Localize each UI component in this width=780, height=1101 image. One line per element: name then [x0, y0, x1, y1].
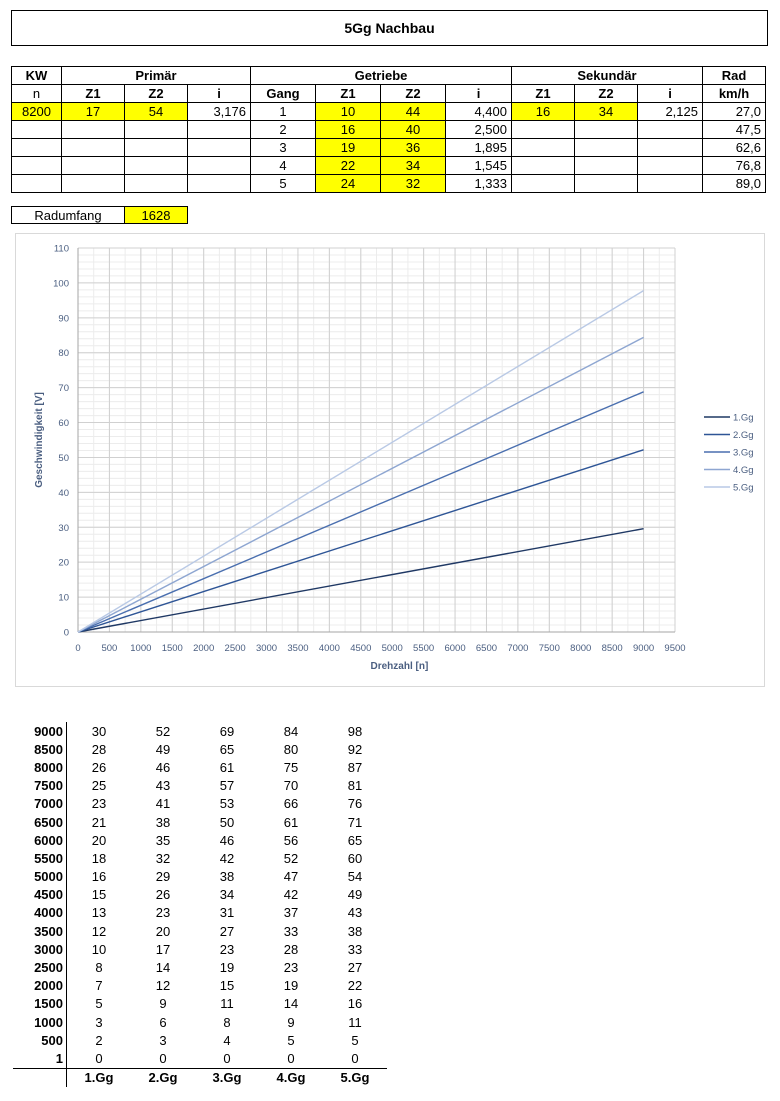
header-g-z2: Z2 [381, 85, 446, 103]
empty-cell [638, 175, 703, 193]
column-header: 1.Gg [67, 1068, 132, 1087]
speed-table [13, 722, 387, 1087]
rpm-cell: 5500 [13, 849, 67, 867]
speed-cell: 46 [155, 759, 171, 775]
table-row [13, 758, 387, 776]
x-tick-label: 9000 [633, 643, 655, 654]
header-rad: Rad [703, 67, 766, 85]
header-gang: Gang [251, 85, 316, 103]
speed-cell: 20 [91, 832, 107, 848]
legend-label: 3.Gg [733, 447, 754, 459]
speed-cell: 52 [283, 850, 299, 866]
page-title: 5Gg Nachbau [11, 10, 768, 46]
y-tick-label: 100 [53, 278, 69, 290]
empty-cell [12, 121, 62, 139]
header-p-z2: Z2 [125, 85, 188, 103]
speed-cell: 11 [348, 1014, 362, 1030]
speed-cell: 28 [91, 741, 107, 757]
gear-i-cell: 4,400 [446, 103, 512, 121]
empty-cell [12, 157, 62, 175]
speed-cell: 26 [155, 887, 171, 903]
speed-cell: 47 [283, 869, 299, 885]
y-tick-label: 10 [58, 592, 69, 604]
gear-z2-cell[interactable]: 34 [381, 157, 446, 175]
speed-cell: 15 [219, 978, 235, 994]
x-tick-label: 7000 [507, 643, 529, 654]
table-row [13, 922, 387, 940]
legend-label: 5.Gg [733, 482, 754, 494]
rpm-cell: 8500 [13, 740, 67, 758]
speed-cell: 23 [155, 905, 171, 921]
chart-frame [15, 233, 765, 687]
gear-z1-cell[interactable]: 24 [316, 175, 381, 193]
y-tick-label: 40 [58, 487, 69, 499]
empty-cell [575, 139, 638, 157]
x-tick-label: 8500 [601, 643, 623, 654]
table-row [13, 1049, 387, 1068]
speed-cell: 5 [351, 1032, 359, 1048]
speed-cell: 0 [287, 1050, 295, 1066]
speed-cell: 11 [220, 996, 234, 1012]
speed-cell: 14 [283, 996, 299, 1012]
speed-cell: 49 [155, 741, 171, 757]
rpm-cell: 1500 [13, 995, 67, 1013]
header-row-sub [12, 85, 766, 103]
empty-cell [62, 139, 125, 157]
speed-cell: 16 [91, 869, 107, 885]
table-row [13, 777, 387, 795]
table-row [13, 722, 387, 740]
column-header: 4.Gg [259, 1068, 323, 1087]
speed-cell: 33 [283, 923, 299, 939]
kmh-cell: 76,8 [703, 157, 766, 175]
header-getriebe: Getriebe [251, 67, 512, 85]
table-row [13, 940, 387, 958]
empty-cell [62, 121, 125, 139]
radumfang-label: Radumfang [11, 206, 125, 224]
speed-cell: 6 [159, 1014, 167, 1030]
speed-cell: 57 [219, 778, 235, 794]
speed-cell: 4 [223, 1032, 231, 1048]
rpm-cell: 500 [13, 1031, 67, 1049]
legend-label: 4.Gg [733, 465, 754, 476]
x-tick-label: 8000 [570, 643, 592, 654]
gear-i-cell: 2,500 [446, 121, 512, 139]
empty-cell [575, 175, 638, 193]
primaer-i-cell: 3,176 [188, 103, 251, 121]
speed-cell: 37 [283, 905, 299, 921]
header-row-groups [12, 67, 766, 85]
y-tick-label: 80 [58, 348, 69, 360]
table-row [13, 849, 387, 867]
table-row [12, 157, 766, 175]
header-kmh: km/h [703, 85, 766, 103]
table-row [12, 121, 766, 139]
kw-n-cell[interactable]: 8200 [12, 103, 62, 121]
empty-cell [125, 175, 188, 193]
table-row [13, 958, 387, 976]
speed-cell: 0 [351, 1050, 359, 1066]
table-row [13, 1031, 387, 1049]
gang-cell: 2 [251, 121, 316, 139]
rpm-cell: 4500 [13, 886, 67, 904]
rpm-cell: 7000 [13, 795, 67, 813]
y-tick-label: 90 [58, 313, 69, 325]
rpm-cell: 2000 [13, 977, 67, 995]
speed-cell: 8 [95, 960, 103, 976]
table-row [12, 139, 766, 157]
sekundaer-i-cell: 2,125 [638, 103, 703, 121]
speed-cell: 8 [223, 1014, 231, 1030]
empty-cell [125, 121, 188, 139]
speed-cell: 26 [91, 759, 107, 775]
speed-cell: 65 [347, 832, 363, 848]
rpm-cell: 6500 [13, 813, 67, 831]
legend-label: 2.Gg [733, 430, 754, 441]
speed-cell: 21 [91, 814, 107, 830]
rpm-cell: 9000 [13, 722, 67, 740]
gear-z2-cell[interactable]: 40 [381, 121, 446, 139]
speed-cell: 41 [155, 796, 171, 812]
speed-cell: 43 [347, 905, 363, 921]
header-n: n [12, 85, 62, 103]
kmh-cell: 27,0 [703, 103, 766, 121]
empty-cell [575, 157, 638, 175]
speed-cell: 20 [155, 923, 171, 939]
empty-cell [188, 157, 251, 175]
y-tick-label: 30 [58, 522, 69, 534]
empty-cell [188, 139, 251, 157]
speed-cell: 16 [347, 996, 363, 1012]
speed-cell: 9 [287, 1014, 295, 1030]
speed-cell: 53 [219, 796, 235, 812]
header-g-z1: Z1 [316, 85, 381, 103]
x-tick-label: 4000 [318, 643, 340, 654]
x-tick-label: 500 [101, 643, 118, 654]
y-tick-label: 50 [58, 452, 69, 464]
speed-cell: 38 [347, 923, 363, 939]
x-tick-label: 6000 [444, 643, 466, 654]
speed-cell: 42 [283, 887, 299, 903]
speed-cell: 12 [91, 923, 107, 939]
speed-cell: 43 [155, 778, 171, 794]
empty-cell [638, 139, 703, 157]
x-axis-label: Drehzahl [n] [370, 661, 429, 672]
table-row [13, 868, 387, 886]
primaer-z1-cell[interactable]: 17 [62, 103, 125, 121]
speed-cell: 10 [91, 941, 107, 957]
header-kw: KW [12, 67, 62, 85]
rpm-cell: 2500 [13, 958, 67, 976]
empty-cell [12, 175, 62, 193]
speed-cell: 71 [347, 814, 363, 830]
empty-cell [575, 121, 638, 139]
x-tick-label: 2000 [193, 643, 215, 654]
table-row [13, 977, 387, 995]
x-tick-label: 0 [75, 643, 81, 654]
rpm-cell: 6000 [13, 831, 67, 849]
table-row [12, 175, 766, 193]
x-tick-label: 3000 [255, 643, 278, 654]
speed-cell: 2 [95, 1032, 103, 1048]
speed-cell: 81 [347, 778, 363, 794]
x-tick-label: 6500 [475, 643, 498, 654]
speed-cell: 0 [223, 1050, 231, 1066]
speed-cell: 50 [219, 814, 235, 830]
header-primaer: Primär [62, 67, 251, 85]
speed-cell: 13 [91, 905, 107, 921]
radumfang-value[interactable]: 1628 [125, 206, 188, 224]
speed-cell: 76 [347, 796, 363, 812]
speed-cell: 18 [91, 850, 107, 866]
speed-cell: 75 [283, 759, 299, 775]
speed-cell: 0 [95, 1050, 103, 1066]
table-row [13, 795, 387, 813]
gear-z2-cell[interactable]: 32 [381, 175, 446, 193]
speed-cell: 7 [95, 978, 103, 994]
gang-cell: 5 [251, 175, 316, 193]
speed-cell: 27 [347, 960, 363, 976]
empty-cell [512, 175, 575, 193]
speed-cell: 35 [155, 832, 171, 848]
gear-z1-cell[interactable]: 16 [316, 121, 381, 139]
speed-cell: 19 [219, 960, 235, 976]
table-row [13, 831, 387, 849]
primaer-z2-cell[interactable]: 54 [125, 103, 188, 121]
speed-cell: 3 [95, 1014, 103, 1030]
gang-cell: 4 [251, 157, 316, 175]
gear-z2-cell[interactable]: 36 [381, 139, 446, 157]
header-g-i: i [446, 85, 512, 103]
gear-i-cell: 1,895 [446, 139, 512, 157]
speed-cell: 23 [283, 960, 299, 976]
x-tick-label: 9500 [664, 643, 686, 654]
y-axis-label: Geschwindigkeit [V] [34, 392, 45, 488]
speed-cell: 31 [219, 905, 235, 921]
speed-cell: 87 [347, 759, 363, 775]
speed-cell: 17 [155, 941, 171, 957]
speed-cell: 30 [91, 723, 107, 739]
speed-cell: 0 [159, 1050, 167, 1066]
empty-cell [62, 157, 125, 175]
speed-cell: 27 [219, 923, 235, 939]
empty-cell [12, 139, 62, 157]
speed-cell: 60 [347, 850, 363, 866]
header-p-i: i [188, 85, 251, 103]
speed-cell: 23 [219, 941, 235, 957]
speed-cell: 3 [159, 1032, 167, 1048]
empty-cell [125, 157, 188, 175]
table-row [12, 103, 766, 121]
table-footer-row [13, 1068, 387, 1087]
speed-cell: 65 [219, 741, 235, 757]
speed-cell: 38 [155, 814, 171, 830]
kmh-cell: 89,0 [703, 175, 766, 193]
sekundaer-z1-cell[interactable]: 16 [512, 103, 575, 121]
table-row [13, 740, 387, 758]
empty-cell [188, 121, 251, 139]
gear-i-cell: 1,545 [446, 157, 512, 175]
x-tick-label: 5500 [413, 643, 435, 654]
kmh-cell: 47,5 [703, 121, 766, 139]
rpm-cell: 5000 [13, 868, 67, 886]
rpm-cell: 3000 [13, 940, 67, 958]
x-tick-label: 3500 [287, 643, 309, 654]
empty-cell [638, 157, 703, 175]
column-header: 3.Gg [195, 1068, 259, 1087]
rpm-cell: 4000 [13, 904, 67, 922]
speed-cell: 5 [287, 1032, 295, 1048]
radumfang-row [11, 206, 188, 224]
column-header: 5.Gg [323, 1068, 387, 1087]
speed-chart [16, 234, 764, 686]
gear-z1-cell[interactable]: 10 [316, 103, 381, 121]
gear-ratio-table [11, 66, 766, 193]
speed-cell: 9 [159, 996, 167, 1012]
table-row [13, 813, 387, 831]
empty-cell [125, 139, 188, 157]
speed-cell: 5 [95, 996, 103, 1012]
y-tick-label: 70 [58, 383, 69, 395]
rpm-cell: 7500 [13, 777, 67, 795]
speed-cell: 34 [219, 887, 235, 903]
speed-cell: 38 [219, 869, 235, 885]
speed-cell: 98 [347, 723, 363, 739]
speed-cell: 14 [155, 960, 171, 976]
y-tick-label: 20 [58, 557, 69, 569]
x-tick-label: 2500 [224, 643, 246, 654]
x-tick-label: 5000 [381, 643, 403, 654]
speed-cell: 33 [347, 941, 363, 957]
empty-cell [638, 121, 703, 139]
header-s-i: i [638, 85, 703, 103]
empty-cell [13, 1068, 67, 1087]
header-p-z1: Z1 [62, 85, 125, 103]
speed-cell: 12 [155, 978, 171, 994]
y-tick-label: 0 [63, 627, 69, 639]
speed-cell: 61 [219, 759, 235, 775]
header-sekundaer: Sekundär [512, 67, 703, 85]
speed-cell: 42 [219, 850, 235, 866]
gear-z1-cell[interactable]: 19 [316, 139, 381, 157]
speed-cell: 23 [91, 796, 107, 812]
speed-cell: 46 [219, 832, 235, 848]
speed-cell: 56 [283, 832, 299, 848]
table-row [13, 995, 387, 1013]
empty-cell [62, 175, 125, 193]
empty-cell [512, 139, 575, 157]
x-tick-label: 4500 [350, 643, 372, 654]
speed-cell: 92 [347, 741, 363, 757]
speed-cell: 15 [91, 887, 107, 903]
speed-cell: 28 [283, 941, 299, 957]
speed-cell: 70 [283, 778, 299, 794]
y-tick-label: 60 [58, 418, 69, 430]
rpm-cell: 3500 [13, 922, 67, 940]
header-s-z1: Z1 [512, 85, 575, 103]
table-row [13, 886, 387, 904]
speed-cell: 61 [283, 814, 299, 830]
gear-i-cell: 1,333 [446, 175, 512, 193]
speed-cell: 84 [283, 723, 299, 739]
speed-cell: 32 [155, 850, 171, 866]
header-s-z2: Z2 [575, 85, 638, 103]
x-tick-label: 7500 [538, 643, 560, 654]
gear-z2-cell[interactable]: 44 [381, 103, 446, 121]
speed-cell: 22 [347, 978, 363, 994]
empty-cell [188, 175, 251, 193]
gang-cell: 1 [251, 103, 316, 121]
empty-cell [512, 157, 575, 175]
gang-cell: 3 [251, 139, 316, 157]
table-row [13, 1013, 387, 1031]
speed-cell: 25 [91, 778, 107, 794]
table-row [13, 904, 387, 922]
column-header: 2.Gg [131, 1068, 195, 1087]
sekundaer-z2-cell[interactable]: 34 [575, 103, 638, 121]
speed-cell: 19 [283, 978, 299, 994]
gear-z1-cell[interactable]: 22 [316, 157, 381, 175]
x-tick-label: 1500 [161, 643, 183, 654]
y-tick-label: 110 [53, 243, 69, 255]
rpm-cell: 1000 [13, 1013, 67, 1031]
speed-cell: 80 [283, 741, 299, 757]
legend-label: 1.Gg [733, 412, 754, 424]
speed-cell: 69 [219, 723, 235, 739]
speed-cell: 49 [347, 887, 363, 903]
speed-cell: 66 [283, 796, 299, 812]
speed-cell: 29 [155, 869, 171, 885]
rpm-cell: 8000 [13, 758, 67, 776]
speed-cell: 52 [155, 723, 171, 739]
speed-cell: 54 [347, 869, 363, 885]
kmh-cell: 62,6 [703, 139, 766, 157]
rpm-cell: 1 [13, 1049, 67, 1068]
empty-cell [512, 121, 575, 139]
x-tick-label: 1000 [130, 643, 152, 654]
